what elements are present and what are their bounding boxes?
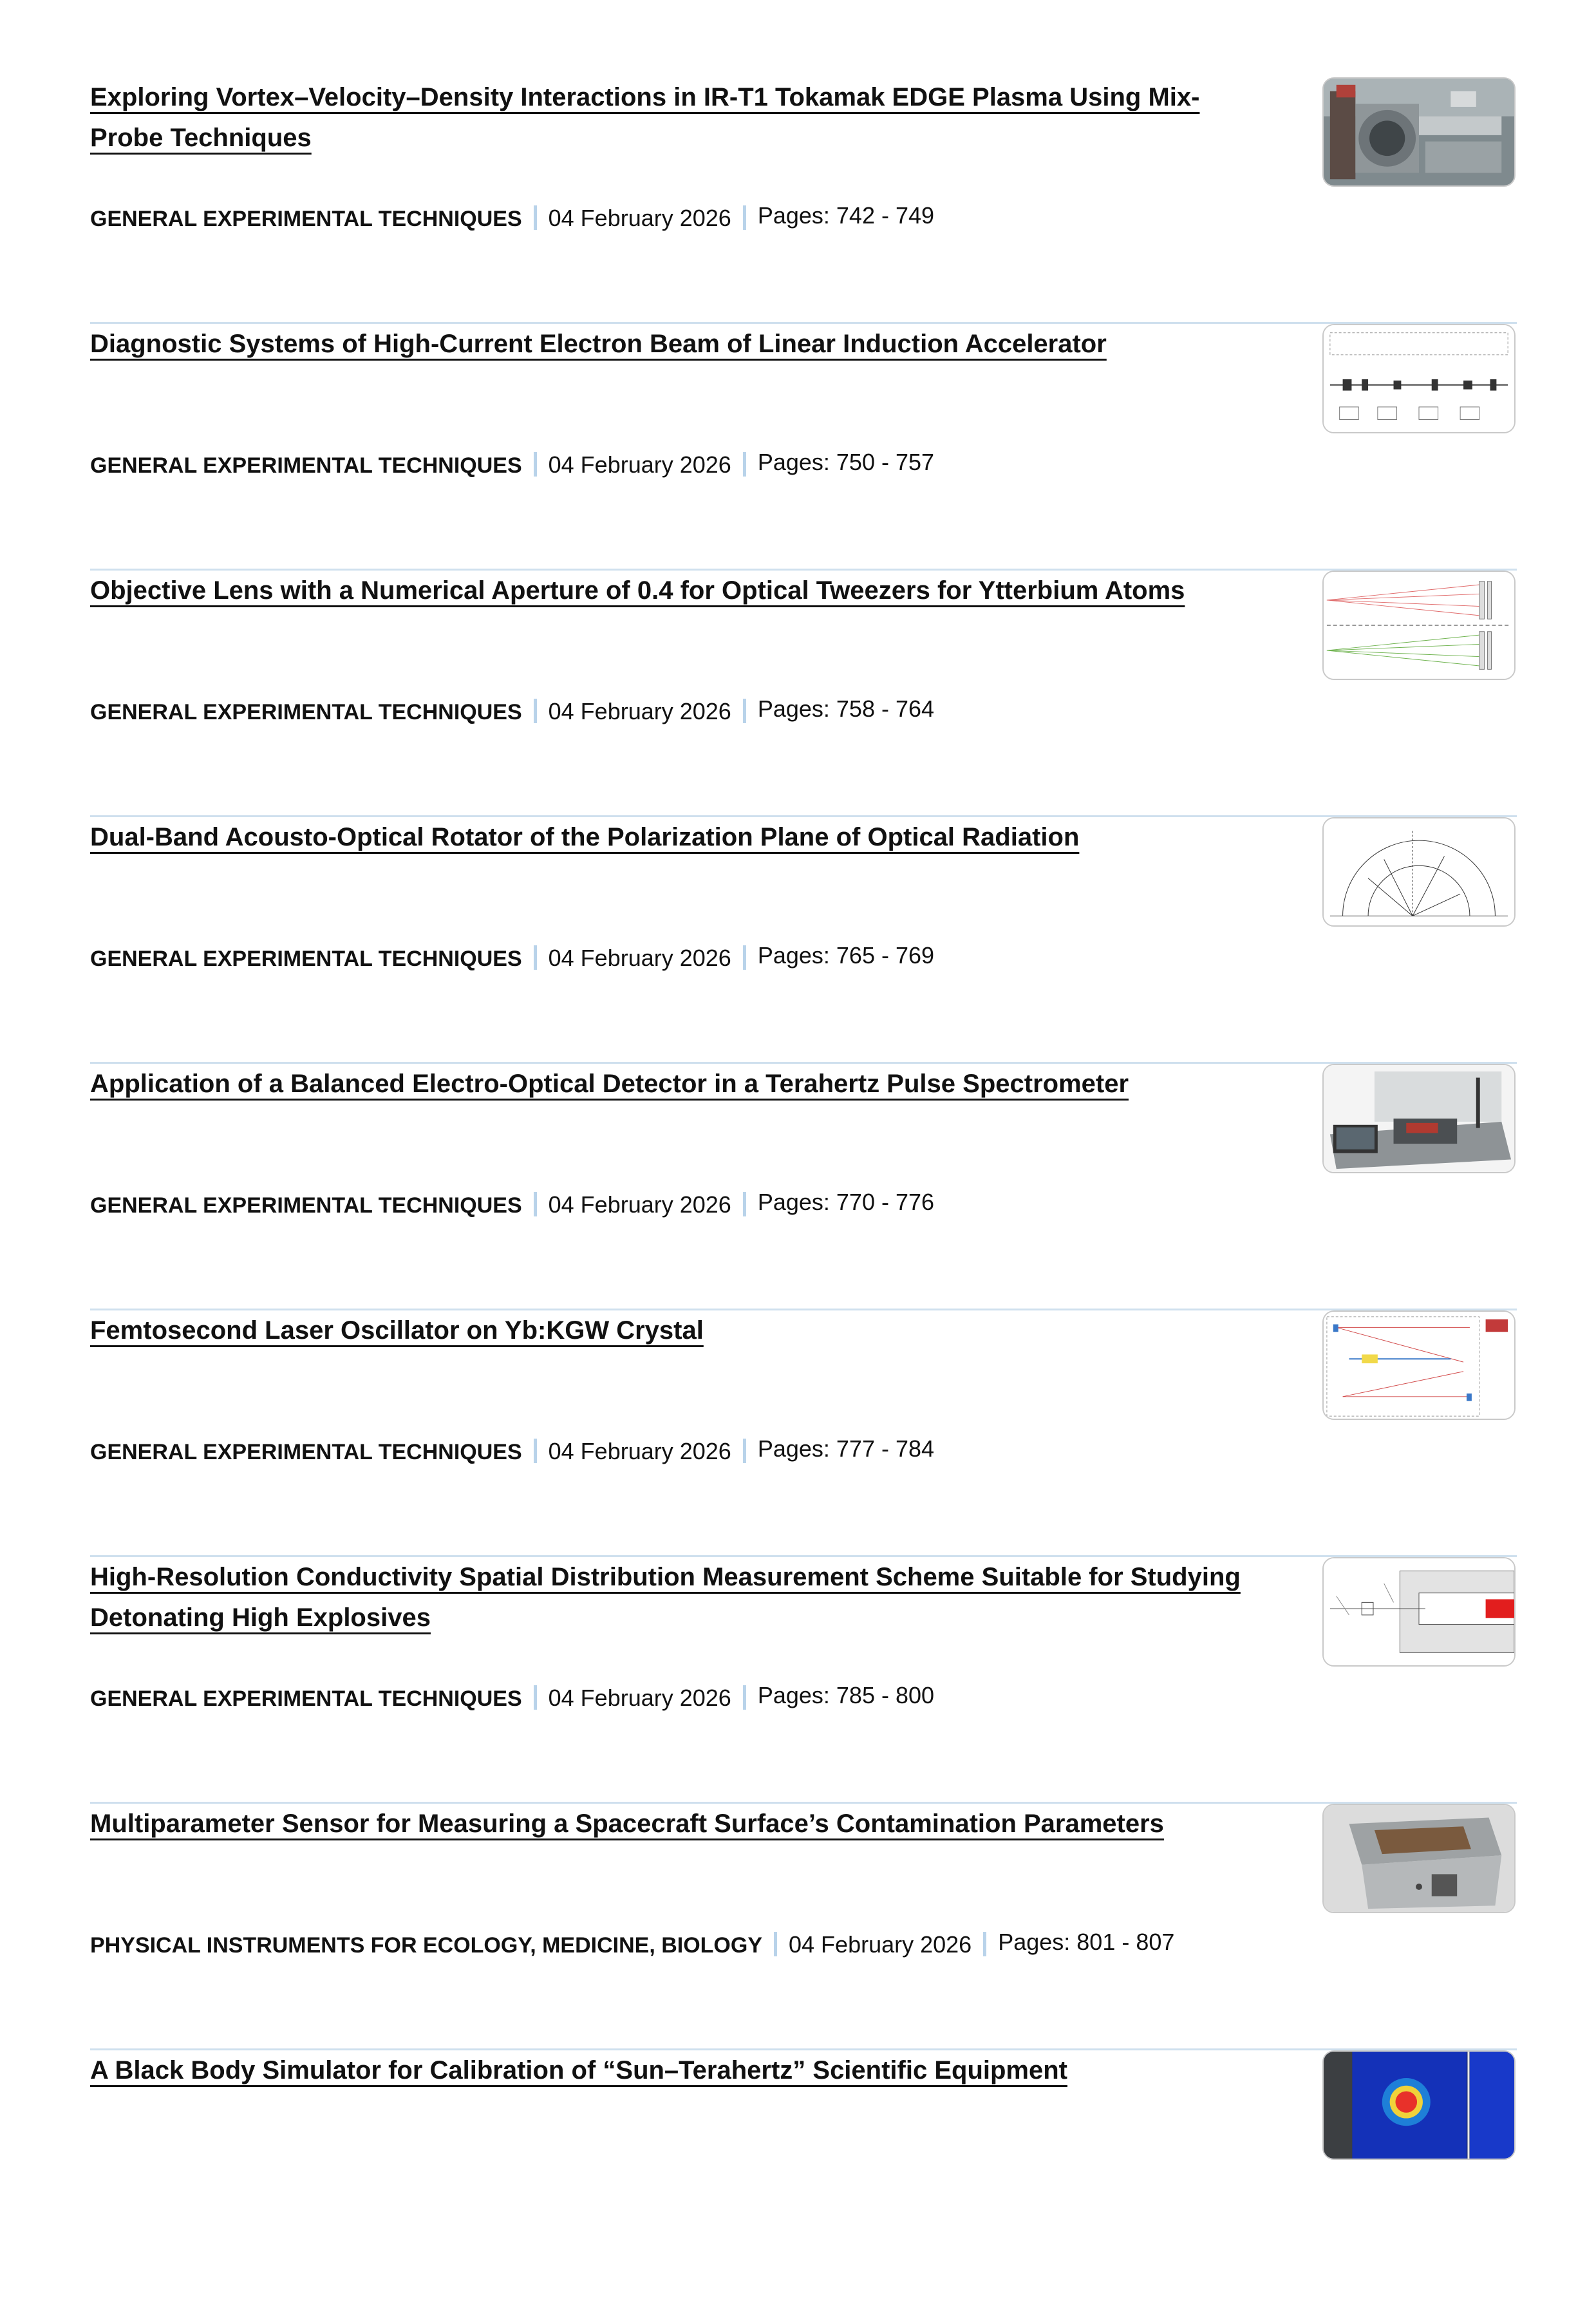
wave-vector-diagram-image	[1324, 818, 1514, 925]
article-thumbnail[interactable]	[1322, 1310, 1516, 1420]
article-pages: Pages: 770 - 776	[757, 1189, 935, 1215]
article-meta	[90, 1684, 934, 1713]
article-thumbnail[interactable]	[1322, 1557, 1516, 1667]
article-date: 04 February 2026	[548, 1191, 731, 1218]
meta-divider	[534, 1439, 537, 1463]
article-date: 04 February 2026	[548, 205, 731, 231]
article-pages: Pages: 785 - 800	[757, 1682, 935, 1708]
article-card	[90, 1557, 1517, 1804]
article-pages: Pages: 765 - 769	[757, 942, 935, 969]
article-title-link[interactable]: Multiparameter Sensor for Measuring a Spacecraft Surface’s Contamination Parameters	[90, 1810, 1164, 1838]
meta-divider	[743, 945, 746, 970]
article-meta	[90, 1931, 1174, 1960]
article-card	[90, 817, 1517, 1064]
article-title	[90, 571, 1268, 611]
lens-ray-diagram-image	[1324, 572, 1514, 679]
article-title	[90, 2050, 1268, 2091]
article-card	[90, 77, 1517, 324]
article-title-link[interactable]: Diagnostic Systems of High-Current Electron Beam of Linear Induction Accelerator	[90, 330, 1107, 358]
tokamak-photo-image	[1324, 79, 1514, 185]
meta-divider	[534, 205, 537, 230]
article-title	[90, 1557, 1268, 1638]
meta-divider	[743, 1685, 746, 1710]
article-thumbnail[interactable]	[1322, 571, 1516, 680]
article-category: GENERAL EXPERIMENTAL TECHNIQUES	[90, 1440, 522, 1464]
article-title	[90, 1064, 1268, 1104]
explosive-setup-drawing-image	[1324, 1558, 1514, 1665]
article-title-link[interactable]: A Black Body Simulator for Calibration of “Sun–Terahertz” Scientific Equipment	[90, 2056, 1067, 2084]
article-card	[90, 1310, 1517, 1557]
article-meta	[90, 944, 934, 973]
article-category: GENERAL EXPERIMENTAL TECHNIQUES	[90, 207, 522, 231]
article-meta	[90, 1437, 934, 1466]
meta-divider	[743, 1192, 746, 1216]
spectrometer-photo-image	[1324, 1065, 1514, 1172]
article-date: 04 February 2026	[548, 451, 731, 478]
article-category: GENERAL EXPERIMENTAL TECHNIQUES	[90, 700, 522, 724]
article-category: PHYSICAL INSTRUMENTS FOR ECOLOGY, MEDICINE, BIOLOGY	[90, 1933, 763, 1958]
article-title-link[interactable]: Objective Lens with a Numerical Aperture of 0.4 for Optical Tweezers for Ytterbium Atoms	[90, 576, 1185, 605]
article-thumbnail[interactable]	[1322, 2050, 1516, 2160]
laser-cavity-schematic-image	[1324, 1312, 1514, 1419]
article-title	[90, 817, 1268, 858]
article-title-link[interactable]: Dual-Band Acousto-Optical Rotator of the Polarization Plane of Optical Radiation	[90, 823, 1080, 851]
article-title	[90, 1310, 1268, 1351]
article-meta	[90, 1191, 934, 1220]
article-pages: Pages: 750 - 757	[757, 449, 935, 475]
article-date: 04 February 2026	[548, 945, 731, 971]
article-date: 04 February 2026	[789, 1931, 972, 1958]
article-title-link[interactable]: Femtosecond Laser Oscillator on Yb:KGW Crystal	[90, 1316, 704, 1345]
meta-divider	[983, 1932, 986, 1956]
article-category: GENERAL EXPERIMENTAL TECHNIQUES	[90, 1193, 522, 1218]
article-title-link[interactable]: Exploring Vortex–Velocity–Density Interactions in IR-T1 Tokamak EDGE Plasma Using Mix-Probe Techniques	[90, 83, 1200, 152]
thermal-image-image	[1324, 2052, 1514, 2159]
article-category: GENERAL EXPERIMENTAL TECHNIQUES	[90, 1687, 522, 1711]
meta-divider	[534, 452, 537, 477]
article-pages: Pages: 777 - 784	[757, 1435, 935, 1462]
meta-divider	[743, 1439, 746, 1463]
meta-divider	[774, 1932, 777, 1956]
article-date: 04 February 2026	[548, 1438, 731, 1464]
meta-divider	[743, 699, 746, 723]
article-pages: Pages: 801 - 807	[998, 1929, 1175, 1955]
article-card	[90, 324, 1517, 571]
meta-divider	[534, 1192, 537, 1216]
article-title	[90, 1804, 1268, 1844]
article-thumbnail[interactable]	[1322, 1804, 1516, 1913]
meta-divider	[534, 1685, 537, 1710]
article-thumbnail[interactable]	[1322, 77, 1516, 187]
article-thumbnail[interactable]	[1322, 324, 1516, 433]
article-card	[90, 1804, 1517, 2050]
article-thumbnail[interactable]	[1322, 817, 1516, 927]
meta-divider	[743, 452, 746, 477]
article-date: 04 February 2026	[548, 698, 731, 724]
article-title-link[interactable]: Application of a Balanced Electro-Optical Detector in a Terahertz Pulse Spectrometer	[90, 1070, 1129, 1098]
article-meta	[90, 204, 934, 233]
article-meta	[90, 451, 934, 480]
article-title	[90, 324, 1268, 364]
article-category: GENERAL EXPERIMENTAL TECHNIQUES	[90, 453, 522, 478]
article-category: GENERAL EXPERIMENTAL TECHNIQUES	[90, 947, 522, 971]
article-meta	[90, 697, 934, 726]
article-card	[90, 2050, 1517, 2297]
article-thumbnail[interactable]	[1322, 1064, 1516, 1173]
meta-divider	[534, 945, 537, 970]
article-title	[90, 77, 1268, 158]
article-date: 04 February 2026	[548, 1685, 731, 1711]
article-pages: Pages: 742 - 749	[757, 202, 935, 229]
meta-divider	[743, 205, 746, 230]
article-pages: Pages: 758 - 764	[757, 695, 935, 722]
article-title-link[interactable]: High-Resolution Conductivity Spatial Distribution Measurement Scheme Suitable for Studying Detonating High Explosives	[90, 1563, 1241, 1632]
article-card	[90, 571, 1517, 817]
sensor-photo-image	[1324, 1805, 1514, 1912]
meta-divider	[534, 699, 537, 723]
article-card	[90, 1064, 1517, 1310]
accelerator-schematic-image	[1324, 325, 1514, 432]
